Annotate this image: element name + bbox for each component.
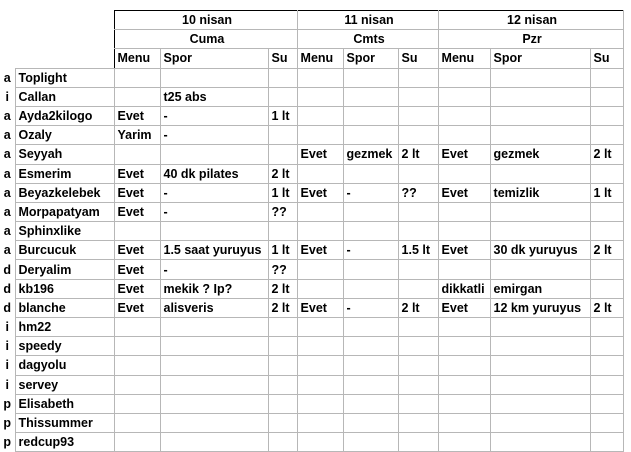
menu-cell[interactable] (438, 433, 490, 452)
row-prefix: i (0, 318, 15, 337)
spor-cell[interactable] (343, 433, 398, 452)
spor-cell[interactable]: - (343, 241, 398, 260)
table-row (0, 68, 623, 87)
spor-cell[interactable]: gezmek (343, 145, 398, 164)
su-cell[interactable] (268, 337, 297, 356)
row-prefix: a (0, 222, 15, 241)
column-header: Menu (114, 49, 160, 68)
menu-cell[interactable] (438, 164, 490, 183)
su-cell[interactable] (268, 433, 297, 452)
menu-cell[interactable] (114, 375, 160, 394)
su-cell[interactable] (590, 164, 623, 183)
row-prefix: i (0, 337, 15, 356)
spor-cell[interactable]: gezmek (490, 145, 590, 164)
row-prefix: p (0, 433, 15, 452)
menu-cell[interactable] (438, 106, 490, 125)
member-name: Seyyah (15, 145, 114, 164)
table-row (0, 356, 623, 375)
su-cell[interactable] (590, 202, 623, 221)
spor-cell[interactable] (160, 375, 268, 394)
row-prefix: p (0, 394, 15, 413)
table-row (0, 260, 623, 279)
su-cell[interactable]: ?? (268, 202, 297, 221)
su-cell[interactable] (590, 433, 623, 452)
menu-cell[interactable] (297, 394, 343, 413)
su-cell[interactable] (268, 87, 297, 106)
su-cell[interactable] (398, 394, 438, 413)
member-name: dagyolu (15, 356, 114, 375)
menu-cell[interactable] (297, 318, 343, 337)
menu-cell[interactable] (297, 202, 343, 221)
menu-cell[interactable] (297, 68, 343, 87)
spor-cell[interactable] (490, 375, 590, 394)
su-cell[interactable] (590, 260, 623, 279)
su-cell[interactable] (590, 318, 623, 337)
menu-cell[interactable] (297, 164, 343, 183)
menu-cell[interactable] (438, 87, 490, 106)
corner-empty (15, 30, 114, 49)
su-cell[interactable]: 2 lt (590, 241, 623, 260)
row-prefix: d (0, 298, 15, 317)
su-cell[interactable]: ?? (398, 183, 438, 202)
menu-cell[interactable] (114, 433, 160, 452)
row-prefix: a (0, 202, 15, 221)
su-cell[interactable] (268, 222, 297, 241)
menu-cell[interactable] (438, 202, 490, 221)
menu-cell[interactable] (114, 222, 160, 241)
column-header: Spor (343, 49, 398, 68)
menu-cell[interactable] (438, 356, 490, 375)
menu-cell[interactable] (438, 222, 490, 241)
menu-cell[interactable]: Evet (297, 298, 343, 317)
member-name: blanche (15, 298, 114, 317)
spor-cell[interactable]: mekik ? Ip? (160, 279, 268, 298)
menu-cell[interactable]: Evet (114, 106, 160, 125)
spor-cell[interactable] (343, 337, 398, 356)
su-cell[interactable] (268, 356, 297, 375)
menu-cell[interactable] (438, 126, 490, 145)
su-cell[interactable] (268, 375, 297, 394)
spor-cell[interactable]: - (160, 202, 268, 221)
row-prefix: a (0, 183, 15, 202)
menu-cell[interactable] (114, 337, 160, 356)
spor-cell[interactable] (343, 375, 398, 394)
spor-cell[interactable] (343, 164, 398, 183)
spor-cell[interactable] (490, 106, 590, 125)
su-cell[interactable]: 1 lt (268, 106, 297, 125)
spor-cell[interactable] (343, 87, 398, 106)
column-header-row (0, 49, 623, 68)
spor-cell[interactable] (490, 356, 590, 375)
column-header: Spor (160, 49, 268, 68)
menu-cell[interactable] (438, 68, 490, 87)
member-name: Esmerim (15, 164, 114, 183)
corner-empty (15, 49, 114, 68)
su-cell[interactable] (590, 279, 623, 298)
spor-cell[interactable] (490, 433, 590, 452)
menu-cell[interactable]: Evet (114, 279, 160, 298)
spor-cell[interactable]: t25 abs (160, 87, 268, 106)
menu-cell[interactable] (297, 413, 343, 432)
corner-empty (0, 49, 15, 68)
row-prefix: a (0, 68, 15, 87)
spor-cell[interactable]: - (343, 298, 398, 317)
row-prefix: p (0, 413, 15, 432)
su-cell[interactable] (398, 260, 438, 279)
su-cell[interactable] (398, 106, 438, 125)
table-row (0, 126, 623, 145)
column-header: Menu (297, 49, 343, 68)
su-cell[interactable] (590, 126, 623, 145)
member-name: Callan (15, 87, 114, 106)
spor-cell[interactable] (160, 145, 268, 164)
menu-cell[interactable] (438, 413, 490, 432)
su-cell[interactable] (398, 87, 438, 106)
su-cell[interactable] (590, 68, 623, 87)
spor-cell[interactable] (490, 318, 590, 337)
su-cell[interactable]: 2 lt (268, 164, 297, 183)
corner-empty (0, 11, 15, 30)
table-row (0, 394, 623, 413)
spor-cell[interactable] (343, 356, 398, 375)
su-cell[interactable] (398, 337, 438, 356)
member-name: Thissummer (15, 413, 114, 432)
su-cell[interactable]: 2 lt (398, 145, 438, 164)
su-cell[interactable] (268, 126, 297, 145)
menu-cell[interactable] (114, 145, 160, 164)
su-cell[interactable] (268, 318, 297, 337)
spor-cell[interactable] (343, 413, 398, 432)
row-prefix: a (0, 106, 15, 125)
su-cell[interactable] (590, 106, 623, 125)
column-header: Su (590, 49, 623, 68)
menu-cell[interactable] (297, 375, 343, 394)
table-row (0, 222, 623, 241)
spor-cell[interactable]: temizlik (490, 183, 590, 202)
spor-cell[interactable]: - (160, 260, 268, 279)
menu-cell[interactable]: Evet (438, 145, 490, 164)
table-row (0, 202, 623, 221)
spor-cell[interactable] (343, 126, 398, 145)
member-name: kb196 (15, 279, 114, 298)
menu-cell[interactable] (114, 68, 160, 87)
spor-cell[interactable] (490, 68, 590, 87)
row-prefix: i (0, 375, 15, 394)
spor-cell[interactable]: - (160, 126, 268, 145)
menu-cell[interactable]: Evet (297, 183, 343, 202)
su-cell[interactable] (590, 394, 623, 413)
spor-cell[interactable] (490, 202, 590, 221)
menu-cell[interactable] (297, 126, 343, 145)
spor-cell[interactable]: 1.5 saat yuruyus (160, 241, 268, 260)
menu-cell[interactable] (297, 106, 343, 125)
su-cell[interactable] (398, 222, 438, 241)
table-row (0, 183, 623, 202)
spor-cell[interactable]: 40 dk pilates (160, 164, 268, 183)
table-row (0, 106, 623, 125)
spor-cell[interactable] (490, 87, 590, 106)
row-prefix: i (0, 87, 15, 106)
spor-cell[interactable]: 12 km yuruyus (490, 298, 590, 317)
spor-cell[interactable] (490, 337, 590, 356)
table-row (0, 87, 623, 106)
day-name: Cmts (297, 30, 438, 49)
menu-cell[interactable] (438, 337, 490, 356)
spor-cell[interactable] (343, 68, 398, 87)
column-header: Spor (490, 49, 590, 68)
menu-cell[interactable]: Evet (114, 260, 160, 279)
su-cell[interactable] (590, 375, 623, 394)
menu-cell[interactable] (297, 260, 343, 279)
su-cell[interactable] (268, 394, 297, 413)
su-cell[interactable]: 2 lt (398, 298, 438, 317)
menu-cell[interactable] (297, 279, 343, 298)
spor-cell[interactable]: emirgan (490, 279, 590, 298)
date-header-row (0, 11, 623, 30)
menu-cell[interactable]: Evet (114, 183, 160, 202)
su-cell[interactable] (398, 126, 438, 145)
table-row (0, 279, 623, 298)
su-cell[interactable] (268, 145, 297, 164)
spor-cell[interactable]: - (343, 183, 398, 202)
su-cell[interactable] (398, 279, 438, 298)
su-cell[interactable] (590, 337, 623, 356)
member-name: redcup93 (15, 433, 114, 452)
menu-cell[interactable] (297, 433, 343, 452)
spor-cell[interactable] (490, 413, 590, 432)
su-cell[interactable]: 2 lt (590, 145, 623, 164)
spor-cell[interactable]: alisveris (160, 298, 268, 317)
column-header: Menu (438, 49, 490, 68)
menu-cell[interactable]: Yarim (114, 126, 160, 145)
weekday-header-row (0, 30, 623, 49)
menu-cell[interactable] (438, 394, 490, 413)
member-name: Beyazkelebek (15, 183, 114, 202)
member-name: Ayda2kilogo (15, 106, 114, 125)
spor-cell[interactable] (160, 433, 268, 452)
su-cell[interactable]: 1 lt (268, 241, 297, 260)
menu-cell[interactable]: Evet (114, 164, 160, 183)
su-cell[interactable] (398, 68, 438, 87)
member-name: Toplight (15, 68, 114, 87)
day-name: Pzr (438, 30, 623, 49)
su-cell[interactable]: 2 lt (268, 279, 297, 298)
menu-cell[interactable]: Evet (114, 202, 160, 221)
su-cell[interactable] (590, 222, 623, 241)
menu-cell[interactable] (114, 394, 160, 413)
row-prefix: a (0, 164, 15, 183)
su-cell[interactable]: 1.5 lt (398, 241, 438, 260)
su-cell[interactable]: 1 lt (268, 183, 297, 202)
table-row (0, 337, 623, 356)
menu-cell[interactable] (297, 222, 343, 241)
row-prefix: a (0, 126, 15, 145)
su-cell[interactable] (398, 356, 438, 375)
menu-cell[interactable] (297, 337, 343, 356)
member-name: Elisabeth (15, 394, 114, 413)
spor-cell[interactable] (343, 202, 398, 221)
menu-cell[interactable] (114, 318, 160, 337)
menu-cell[interactable] (297, 356, 343, 375)
day-date: 12 nisan (438, 11, 623, 30)
spor-cell[interactable] (160, 394, 268, 413)
su-cell[interactable] (398, 375, 438, 394)
menu-cell[interactable] (114, 356, 160, 375)
table-row (0, 413, 623, 432)
table-row (0, 241, 623, 260)
column-header: Su (268, 49, 297, 68)
su-cell[interactable] (590, 356, 623, 375)
row-prefix: a (0, 145, 15, 164)
spor-cell[interactable] (160, 222, 268, 241)
row-prefix: d (0, 260, 15, 279)
member-name: Morpapatyam (15, 202, 114, 221)
spor-cell[interactable]: - (160, 106, 268, 125)
table-row (0, 433, 623, 452)
member-name: hm22 (15, 318, 114, 337)
menu-cell[interactable]: Evet (297, 241, 343, 260)
spor-cell[interactable] (343, 394, 398, 413)
spor-cell[interactable] (343, 222, 398, 241)
row-prefix: a (0, 241, 15, 260)
menu-cell[interactable]: Evet (297, 145, 343, 164)
day-date: 11 nisan (297, 11, 438, 30)
menu-cell[interactable]: Evet (438, 183, 490, 202)
menu-cell[interactable]: Evet (438, 298, 490, 317)
menu-cell[interactable]: Evet (438, 241, 490, 260)
spor-cell[interactable] (490, 222, 590, 241)
su-cell[interactable] (398, 433, 438, 452)
day-date: 10 nisan (114, 11, 297, 30)
spor-cell[interactable] (490, 126, 590, 145)
spor-cell[interactable] (490, 164, 590, 183)
row-prefix: i (0, 356, 15, 375)
spor-cell[interactable]: - (160, 183, 268, 202)
spor-cell[interactable] (160, 318, 268, 337)
tracking-spreadsheet (0, 10, 624, 452)
menu-cell[interactable] (114, 413, 160, 432)
spor-cell[interactable] (343, 106, 398, 125)
spor-cell[interactable] (490, 260, 590, 279)
menu-cell[interactable]: Evet (114, 241, 160, 260)
day-name: Cuma (114, 30, 297, 49)
menu-cell[interactable]: Evet (114, 298, 160, 317)
su-cell[interactable] (398, 413, 438, 432)
su-cell[interactable]: 2 lt (268, 298, 297, 317)
spor-cell[interactable]: 30 dk yuruyus (490, 241, 590, 260)
spor-cell[interactable] (160, 68, 268, 87)
menu-cell[interactable]: dikkatli (438, 279, 490, 298)
su-cell[interactable] (398, 202, 438, 221)
row-prefix: d (0, 279, 15, 298)
spor-cell[interactable] (343, 279, 398, 298)
su-cell[interactable] (268, 68, 297, 87)
spor-cell[interactable] (343, 318, 398, 337)
su-cell[interactable] (590, 413, 623, 432)
table-row (0, 375, 623, 394)
member-name: Ozaly (15, 126, 114, 145)
su-cell[interactable] (268, 413, 297, 432)
su-cell[interactable] (398, 318, 438, 337)
spor-cell[interactable] (343, 260, 398, 279)
su-cell[interactable]: 1 lt (590, 183, 623, 202)
corner-empty (15, 11, 114, 30)
spor-cell[interactable] (160, 413, 268, 432)
su-cell[interactable] (590, 87, 623, 106)
member-name: Deryalim (15, 260, 114, 279)
su-cell[interactable] (398, 164, 438, 183)
table-row (0, 145, 623, 164)
corner-empty (0, 30, 15, 49)
table-row (0, 318, 623, 337)
member-name: servey (15, 375, 114, 394)
spor-cell[interactable] (160, 337, 268, 356)
member-name: Burcucuk (15, 241, 114, 260)
menu-cell[interactable] (114, 87, 160, 106)
table-row (0, 298, 623, 317)
column-header: Su (398, 49, 438, 68)
menu-cell[interactable] (438, 260, 490, 279)
spor-cell[interactable] (490, 394, 590, 413)
menu-cell[interactable] (297, 87, 343, 106)
su-cell[interactable]: ?? (268, 260, 297, 279)
menu-cell[interactable] (438, 318, 490, 337)
menu-cell[interactable] (438, 375, 490, 394)
member-name: speedy (15, 337, 114, 356)
su-cell[interactable]: 2 lt (590, 298, 623, 317)
table-row (0, 164, 623, 183)
spor-cell[interactable] (160, 356, 268, 375)
member-name: Sphinxlike (15, 222, 114, 241)
